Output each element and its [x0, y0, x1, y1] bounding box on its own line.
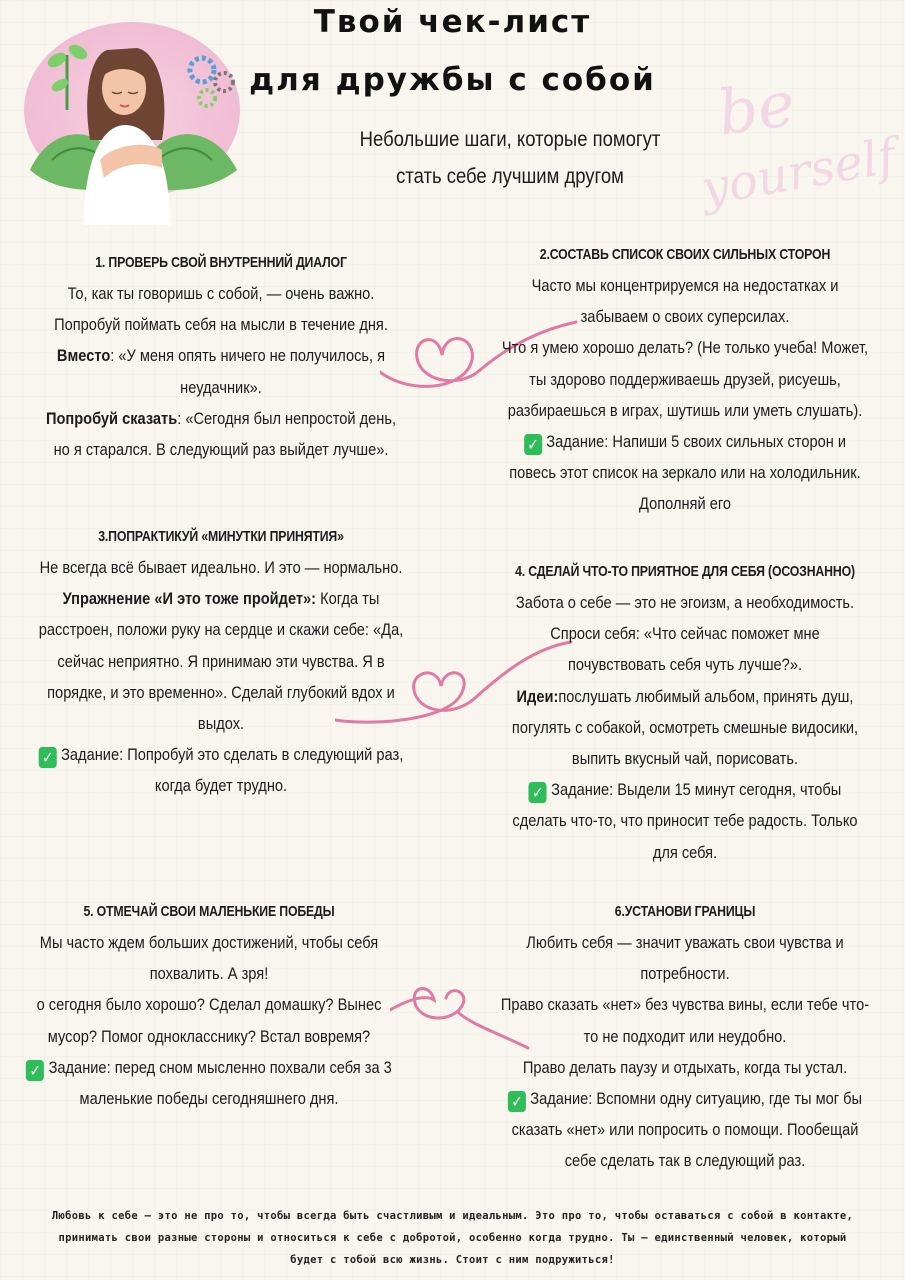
- section-boundaries: [470, 897, 900, 1177]
- section-line: Попробуй сказать: «Сегодня был непростой день, но я старался. В следующий раз выйдет лучше».: [45, 408, 397, 460]
- section-line: Что я умею хорошо делать? (Не только учеба! Может, ты здорово поддерживаешь друзей, рисуешь, разбираешься в играх, шутишь или уметь слушать).: [501, 338, 869, 420]
- section-line: Упражнение «И это тоже пройдет»: Когда ты расстроен, положи руку на сердце и скажи себе: «Да, сейчас неприятно. Я принимаю эти чувства. Я в порядке, и это временно». Сделай глубокий вдох и выдох.: [38, 589, 404, 734]
- section-line: ✓ Задание: перед сном мысленно похвали себя за 3 маленькие победы сегодняшнего дня.: [24, 1052, 394, 1114]
- footer-note: Любовь к себе — это не про то, чтобы всегда быть счастливым и идеальным. Это про то, чтобы оставаться с собой в контакте, принимать свои разные стороны и относиться к себе с добротой, особенно когда трудно. Ты — единственный человек, который будет с тобой всю жизнь. Стоит с ним подружиться!: [51, 1210, 854, 1266]
- section-title: 3.ПОПРАКТИКУЙ «МИНУТКИ ПРИНЯТИЯ»: [98, 528, 344, 545]
- check-icon: ✓: [39, 747, 57, 768]
- title-line-2: для дружбы с собой: [249, 62, 656, 98]
- section-line: Забота о себе — это не эгоизм, а необходимость.: [515, 593, 855, 612]
- section-line: Вместо: «У меня опять ничего не получилось, я неудачник».: [56, 346, 386, 397]
- section-line: ✓ Задание: Вспомни одну ситуацию, где ты мог бы сказать «нет» или попросить о помощи. Пообещай себе сделать так в следующий раз.: [500, 1083, 870, 1177]
- section-title: 6.УСТАНОВИ ГРАНИЦЫ: [614, 903, 756, 920]
- section-line: Спроси себя: «Что сейчас поможет мне почувствовать себя чуть лучше?».: [550, 624, 820, 675]
- section-line: Идеи:послушать любимый альбом, принять душ, погулять с собакой, осмотреть смешные видосики, выпить вкусный чай, порисовать.: [511, 686, 859, 769]
- section-line: Право сказать «нет» без чувства вины, если тебе что-то не подходит или неудобно.: [500, 995, 870, 1046]
- section-line: ✓ Задание: Попробуй это сделать в следующий раз, когда будет трудно.: [36, 739, 406, 801]
- section-line: Право делать паузу и отдыхать, когда ты устал.: [522, 1057, 848, 1077]
- section-line: ✓ Задание: Выдели 15 минут сегодня, чтобы сделать что-то, что приносит тебе радость. Только для себя.: [512, 780, 858, 862]
- check-icon: ✓: [524, 434, 542, 455]
- section-title: 2.СОСТАВЬ СПИСОК СВОИХ СИЛЬНЫХ СТОРОН: [539, 246, 831, 263]
- section-inner-dialog: [6, 248, 436, 465]
- section-strengths: [470, 240, 900, 520]
- section-line: То, как ты говоришь с собой, — очень важно. Попробуй поймать себя на мысли в течение дня.: [54, 284, 388, 335]
- section-line: Не всегда всё бывает идеально. И это — нормально.: [39, 558, 403, 577]
- title-line-1: Твой чек-лист: [313, 4, 592, 40]
- svg-text:be: be: [713, 66, 800, 150]
- section-title: 1. ПРОВЕРЬ СВОЙ ВНУТРЕННИЙ ДИАЛОГ: [95, 254, 347, 271]
- section-small-wins: [0, 897, 424, 1114]
- subtitle-line-2: стать себе лучшим другом: [396, 165, 624, 188]
- section-title: 5. ОТМЕЧАЙ СВОИ МАЛЕНЬКИЕ ПОБЕДЫ: [83, 903, 335, 920]
- hero-illustration: [12, 10, 252, 225]
- check-icon: ✓: [529, 782, 547, 803]
- section-line: ✓ Задание: Напиши 5 своих сильных сторон и повесь этот список на зеркало или на холодильник. Дополняй его: [509, 432, 861, 514]
- subtitle-line-1: Небольшие шаги, которые помогут: [359, 128, 661, 151]
- section-line: Любить себя — значит уважать свои чувства и потребности.: [526, 933, 844, 984]
- check-icon: ✓: [26, 1060, 44, 1081]
- section-line: Мы часто ждем больших достижений, чтобы себя похвалить. А зря!: [39, 933, 379, 984]
- check-icon: ✓: [508, 1091, 526, 1112]
- section-line: Часто мы концентрируемся на недостатках и забываем о своих суперсилах.: [531, 276, 839, 327]
- section-title: 4. СДЕЛАЙ ЧТО-ТО ПРИЯТНОЕ ДЛЯ СЕБЯ (ОСОЗНАННО): [515, 563, 855, 580]
- section-self-care: [470, 557, 900, 868]
- section-line: о сегодня было хорошо? Сделал домашку? Вынес мусор? Помог однокласснику? Встал вовремя?: [36, 995, 382, 1046]
- svg-text:yourself: yourself: [697, 127, 900, 218]
- section-acceptance: [6, 522, 436, 802]
